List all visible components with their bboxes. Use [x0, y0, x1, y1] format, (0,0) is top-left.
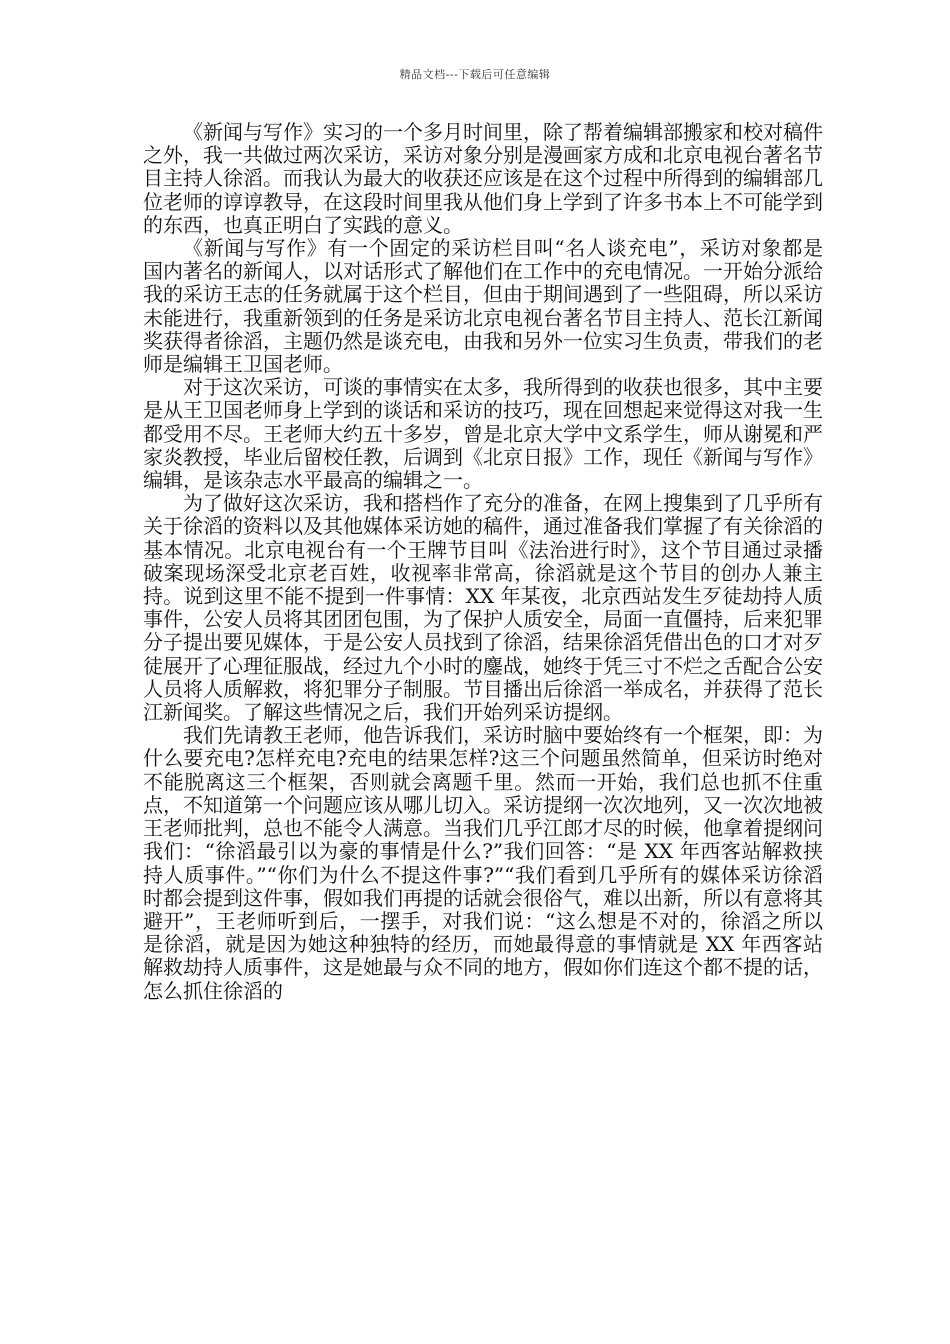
paragraph-2: 《新闻与写作》有一个固定的采访栏目叫“名人谈充电”，采访对象都是国内著名的新闻人，以对话形式了解他们在工作中的充电情况。一开始分派给我的采访王志的任务就属于这个栏目，但由于期间遇到了一些阻碍，所以采访未能进行，我重新领到的任务是采访北京电视台著名节目主持人、范长江新闻奖获得者徐滔，主题仍然是谈充电，由我和另外一位实习生负责，带我们的老师是编辑王卫国老师。 — [143, 236, 823, 377]
paragraph-3: 对于这次采访，可谈的事情实在太多，我所得到的收获也很多，其中主要是从王卫国老师身上学到的谈话和采访的技巧，现在回想起来觉得这对我一生都受用不尽。王老师大约五十多岁，曾是北京大学中文系学生，师从谢冕和严家炎教授，毕业后留校任教，后调到《北京日报》工作，现任《新闻与写作》编辑，是该杂志水平最高的编辑之一。 — [143, 375, 823, 493]
page-header: 精品文档---下载后可任意编辑 — [399, 68, 551, 81]
paragraph-4: 为了做好这次采访，我和搭档作了充分的准备，在网上搜集到了几乎所有关于徐滔的资料以及其他媒体采访她的稿件，通过准备我们掌握了有关徐滔的基本情况。北京电视台有一个王牌节目叫《法治进行时》，这个节目通过录播破案现场深受北京老百姓，收视率非常高，徐滔就是这个节目的创办人兼主持。说到这里不能不提到一件事情：XX 年某夜，北京西站发生歹徒劫持人质事件，公安人员将其团团包围，为了保护人质安全，局面一直僵持，后来犯罪分子提出要见媒体，于是公安人员找到了徐滔，结果徐滔凭借出色的口才对歹徒展开了心理征服战，经过九个小时的鏖战，她终于凭三寸不烂之舌配合公安人员将人质解救，将犯罪分子制服。节目播出后徐滔一举成名，并获得了范长江新闻奖。了解这些情况之后，我们开始列采访提纲。 — [143, 491, 823, 725]
document-body — [143, 121, 823, 1003]
paragraph-5: 我们先请教王老师，他告诉我们，采访时脑中要始终有一个框架，即：为什么要充电?怎样充电?充电的结果怎样?这三个问题虽然简单，但采访时绝对不能脱离这三个框架，否则就会离题千里。然而一开始，我们总也抓不住重点，不知道第一个问题应该从哪儿切入。采访提纲一次次地列，又一次次地被王老师批判，总也不能令人满意。当我们几乎江郎才尽的时候，他拿着提纲问我们：“徐滔最引以为豪的事情是什么?”我们回答：“是 XX 年西客站解救挟持人质事件。”“你们为什么不提这件事?”“我们看到几乎所有的媒体采访徐滔时都会提到这件事，假如我们再提的话就会很俗气，难以出新，所以有意将其避开”，王老师听到后，一摆手，对我们说：“这么想是不对的，徐滔之所以是徐滔，就是因为她这种独特的经历，而她最得意的事情就是 XX 年西客站解救劫持人质事件，这是她最与众不同的地方，假如你们连这个都不提的话，怎么抓住徐滔的 — [143, 723, 823, 1003]
paragraph-1: 《新闻与写作》实习的一个多月时间里，除了帮着编辑部搬家和校对稿件之外，我一共做过两次采访，采访对象分别是漫画家方成和北京电视台著名节目主持人徐滔。而我认为最大的收获还应该是在这个过程中所得到的编辑部几位老师的谆谆教导，在这段时间里我从他们身上学到了许多书本上不可能学到的东西，也真正明白了实践的意义。 — [143, 120, 823, 237]
